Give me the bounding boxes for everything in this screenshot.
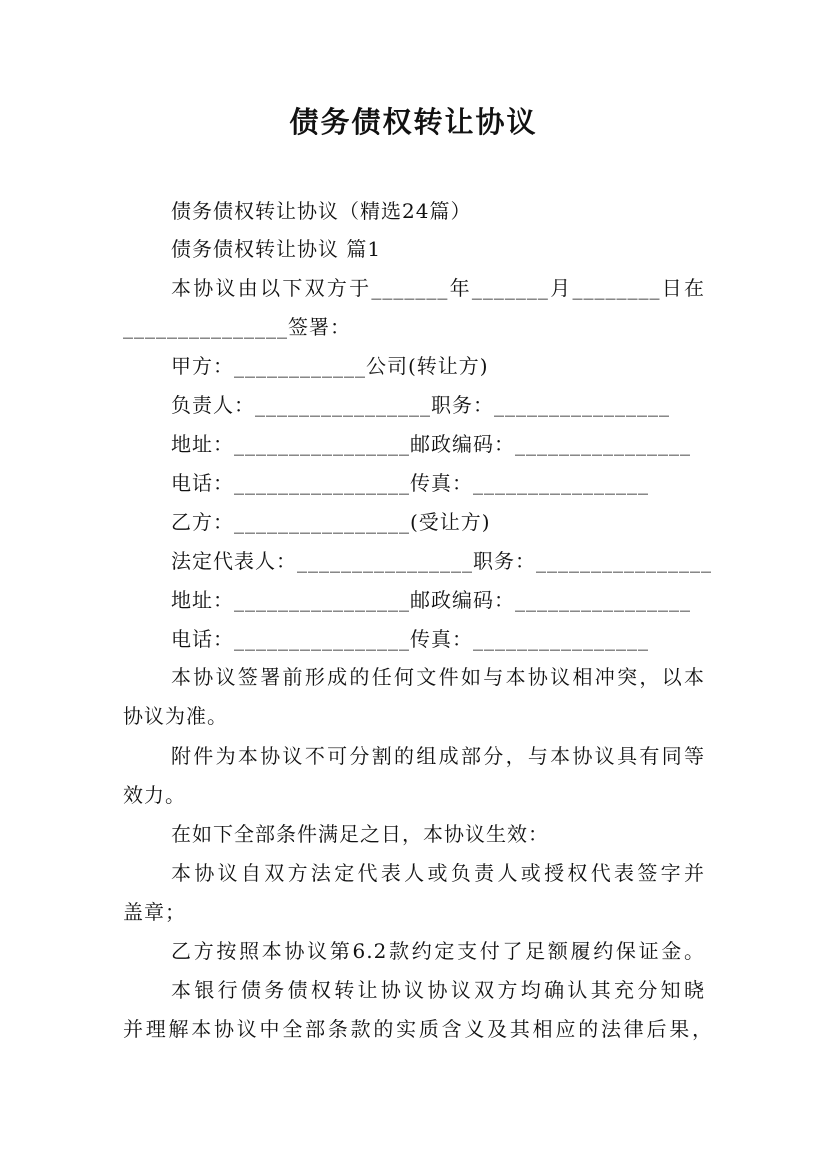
text-line-section-heading: 债务债权转让协议 篇1	[171, 237, 382, 261]
text-line-paragraph-6b: 并理解本协议中全部条款的实质含义及其相应的法律后果，	[123, 1017, 713, 1041]
text-line-paragraph-2a: 附件为本协议不可分割的组成部分，与本协议具有同等	[171, 744, 705, 768]
document-title: 债务债权转让协议	[289, 105, 538, 139]
text-line-paragraph-3: 在如下全部条件满足之日，本协议生效：	[171, 822, 549, 846]
text-line-subtitle: 债务债权转让协议（精选24篇）	[171, 199, 472, 223]
text-line-paragraph-5: 乙方按照本协议第6.2款约定支付了足额履约保证金。	[171, 939, 705, 963]
text-line-paragraph-2b: 效力。	[123, 783, 186, 807]
text-line-paragraph-4a: 本协议自双方法定代表人或负责人或授权代表签字并	[171, 861, 705, 885]
text-line-party-b-phone: 电话：________________传真：________________	[171, 627, 649, 651]
text-line-party-a-address: 地址：________________邮政编码：________________	[171, 432, 691, 456]
text-line-party-b-representative: 法定代表人：________________职务：________________	[171, 549, 712, 573]
text-line-intro: 本协议由以下双方于_______年_______月________日在	[171, 276, 705, 300]
text-line-paragraph-1b: 协议为准。	[123, 704, 228, 728]
text-line-paragraph-1a: 本协议签署前形成的任何文件如与本协议相冲突，以本	[171, 665, 705, 689]
text-line-party-b: 乙方：________________(受让方)	[171, 510, 491, 534]
text-line-party-a-phone: 电话：________________传真：________________	[171, 471, 649, 495]
text-line-party-b-address: 地址：________________邮政编码：________________	[171, 588, 691, 612]
text-line-party-a-responsible: 负责人：________________职务：________________	[171, 393, 670, 417]
text-line-paragraph-4b: 盖章；	[123, 900, 186, 924]
text-line-party-a: 甲方：____________公司(转让方)	[171, 354, 489, 378]
text-line-paragraph-6a: 本银行债务债权转让协议协议双方均确认其充分知晓	[171, 978, 705, 1002]
text-line-sign-place: _______________签署：	[123, 315, 351, 339]
